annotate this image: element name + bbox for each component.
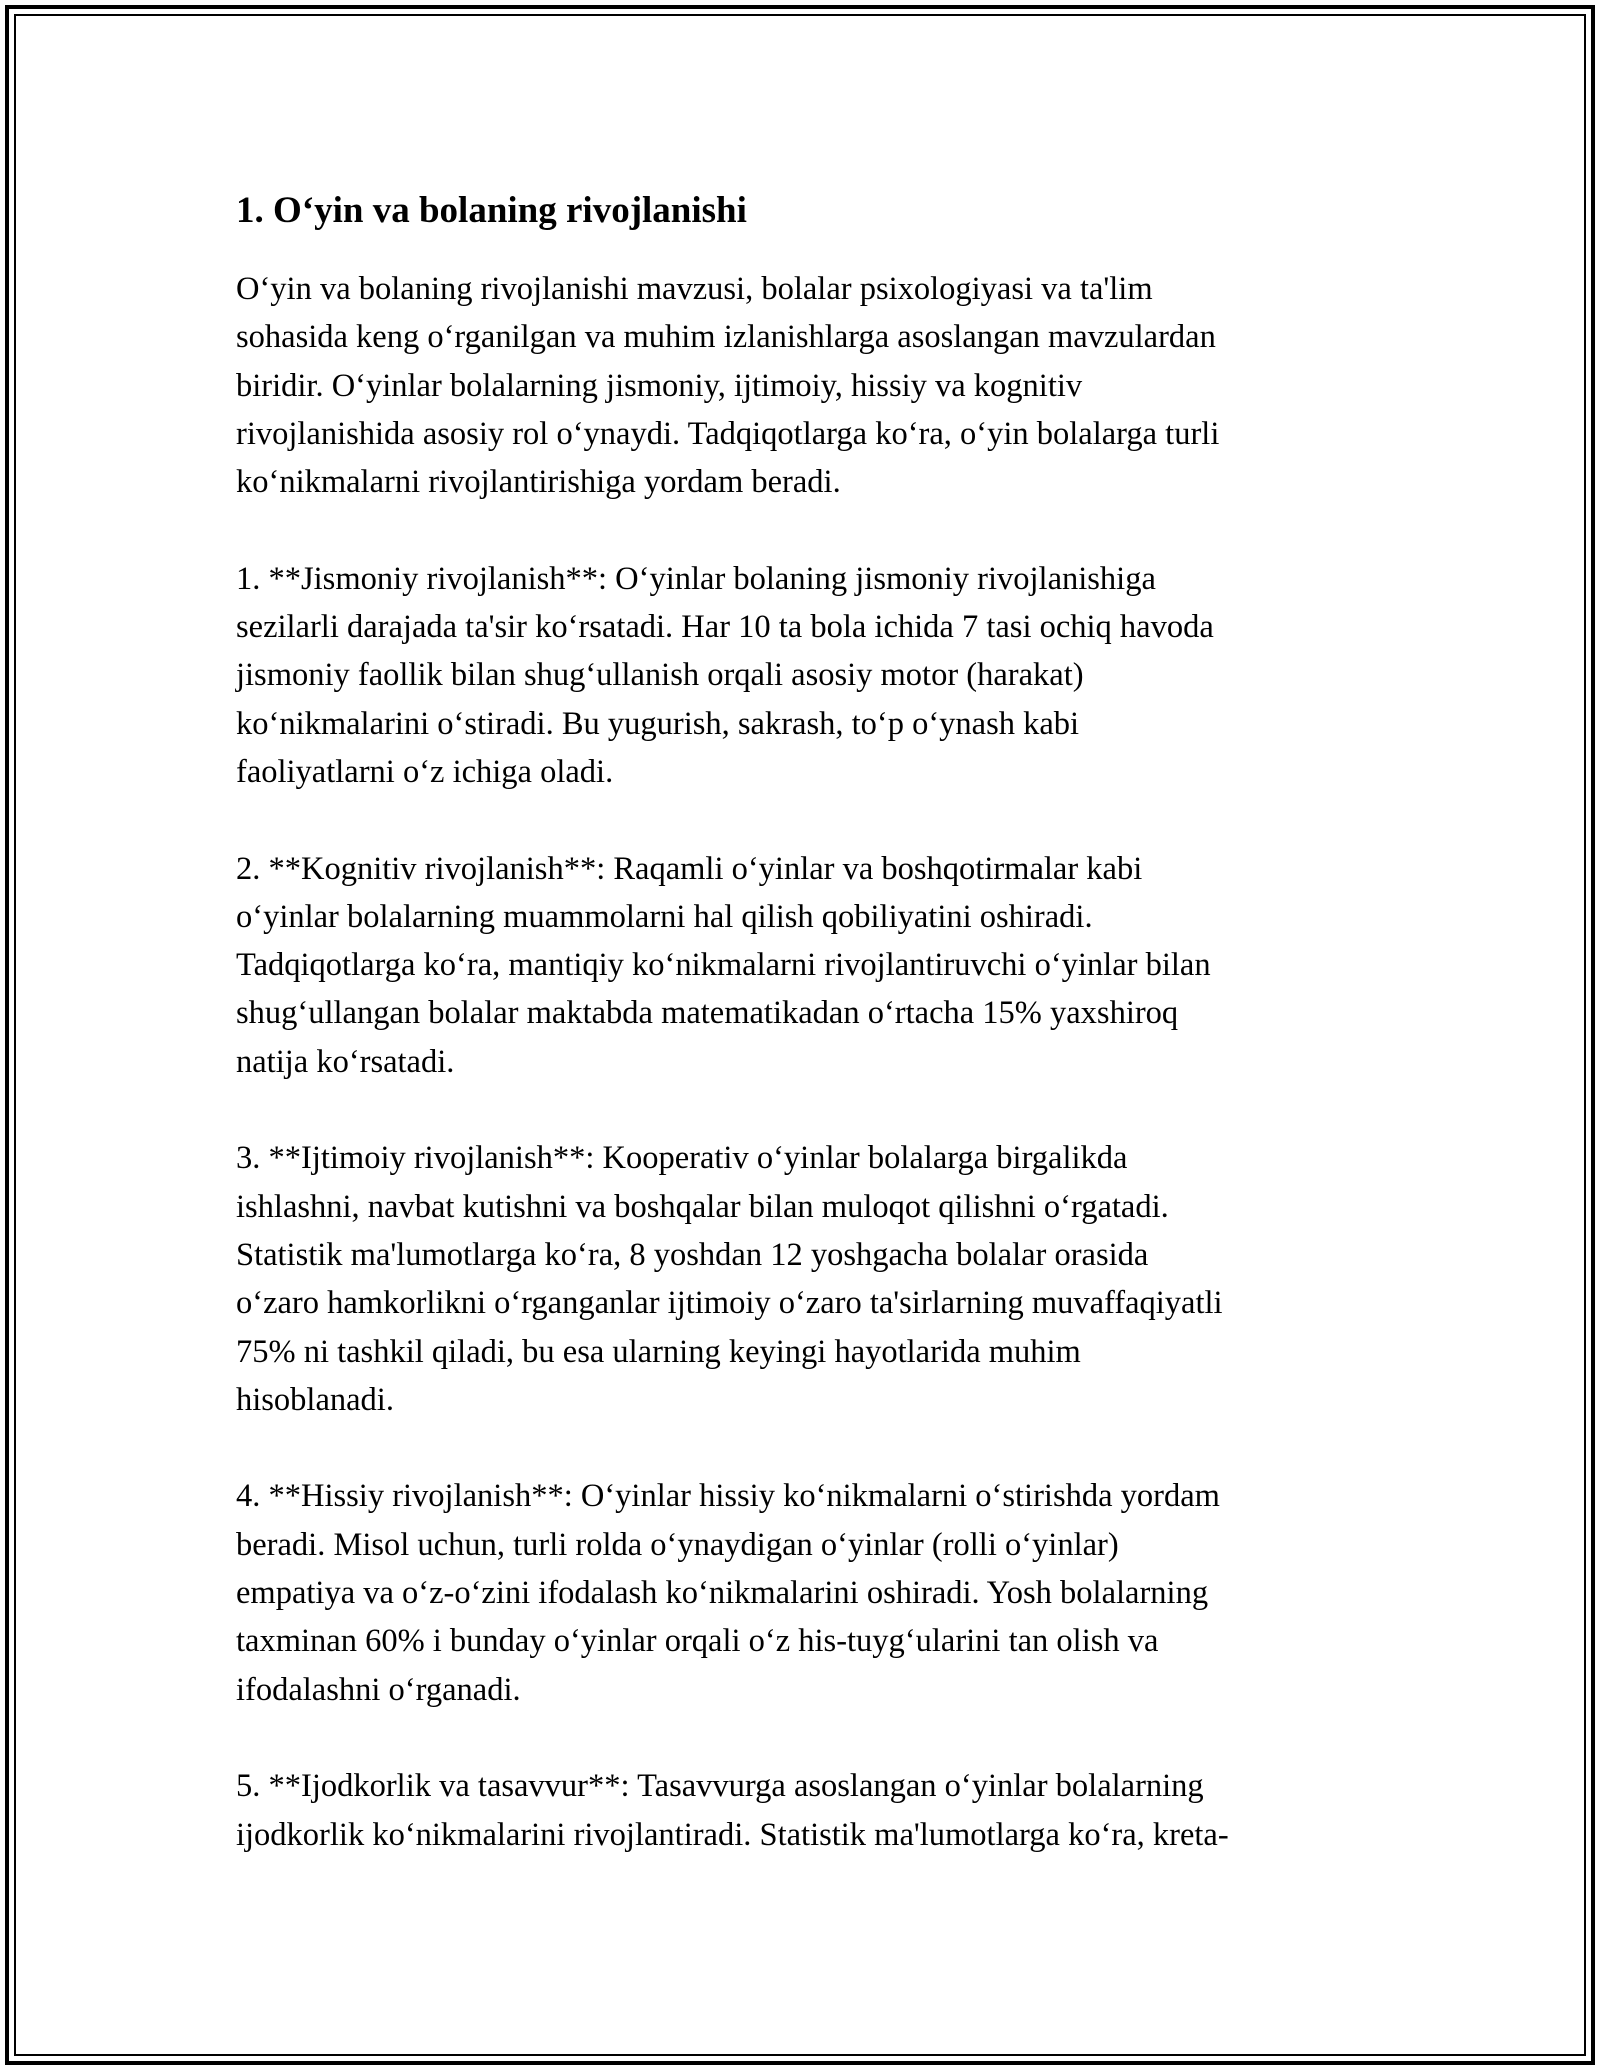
- text-line: 5. **Ijodkorlik va tasavvur**: Tasavvurga asoslangan o‘yinlar bolalarning: [236, 1768, 1204, 1805]
- paragraph-list: [236, 265, 1366, 1859]
- text-line: Tadqiqotlarga ko‘ra, mantiqiy ko‘nikmalarni rivojlantiruvchi o‘yinlar bilan: [236, 947, 1211, 984]
- text-line: natija ko‘rsatadi.: [236, 1043, 455, 1080]
- text-line: ifodalashni o‘rganadi.: [236, 1671, 521, 1708]
- text-line: rivojlanishida asosiy rol o‘ynaydi. Tadqiqotlarga ko‘ra, o‘yin bolalarga turli: [236, 415, 1220, 452]
- text-line: Statistik ma'lumotlarga ko‘ra, 8 yoshdan 12 yoshgacha bolalar orasida: [236, 1236, 1149, 1273]
- text-line: ko‘nikmalarni rivojlantirishiga yordam beradi.: [236, 464, 841, 501]
- text-line: shug‘ullangan bolalar maktabda matematikadan o‘rtacha 15% yaxshiroq: [236, 995, 1179, 1032]
- text-line: empatiya va o‘z-o‘zini ifodalash ko‘nikmalarini oshiradi. Yosh bolalarning: [236, 1575, 1209, 1612]
- document-body: [236, 187, 1366, 1907]
- text-line: 2. **Kognitiv rivojlanish**: Raqamli o‘yinlar va boshqotirmalar kabi: [236, 850, 1143, 887]
- text-line: ko‘nikmalarini o‘stiradi. Bu yugurish, sakrash, to‘p o‘ynash kabi: [236, 705, 1080, 742]
- paragraph: [236, 265, 1366, 506]
- text-line: taxminan 60% i bunday o‘yinlar orqali o‘z his-tuyg‘ularini tan olish va: [236, 1623, 1159, 1660]
- paragraph: [236, 1472, 1366, 1713]
- text-line: beradi. Misol uchun, turli rolda o‘ynaydigan o‘yinlar (rolli o‘yinlar): [236, 1526, 1119, 1563]
- text-line: biridir. O‘yinlar bolalarning jismoniy, ijtimoiy, hissiy va kognitiv: [236, 367, 1083, 404]
- text-line: o‘zaro hamkorlikni o‘rganganlar ijtimoiy o‘zaro ta'sirlarning muvaffaqiyatli: [236, 1285, 1223, 1322]
- text-line: 4. **Hissiy rivojlanish**: O‘yinlar hissiy ko‘nikmalarni o‘stirishda yordam: [236, 1478, 1220, 1515]
- text-line: ijodkorlik ko‘nikmalarini rivojlantiradi. Statistik ma'lumotlarga ko‘ra, kreta-: [236, 1816, 1229, 1853]
- text-line: ishlashni, navbat kutishni va boshqalar bilan muloqot qilishni o‘rgatadi.: [236, 1188, 1169, 1225]
- paragraph: [236, 555, 1366, 796]
- paragraph: [236, 1762, 1366, 1859]
- text-line: o‘yinlar bolalarning muammolarni hal qilish qobiliyatini oshiradi.: [236, 898, 1093, 935]
- text-line: hisoblanadi.: [236, 1381, 394, 1418]
- text-line: faoliyatlarni o‘z ichiga oladi.: [236, 753, 614, 790]
- paragraph: [236, 1134, 1366, 1424]
- text-line: 3. **Ijtimoiy rivojlanish**: Kooperativ o‘yinlar bolalarga birgalikda: [236, 1140, 1128, 1177]
- text-line: 75% ni tashkil qiladi, bu esa ularning keyingi hayotlarida muhim: [236, 1333, 1081, 1370]
- text-line: sezilarli darajada ta'sir ko‘rsatadi. Har 10 ta bola ichida 7 tasi ochiq havoda: [236, 609, 1214, 646]
- text-line: sohasida keng o‘rganilgan va muhim izlanishlarga asoslangan mavzulardan: [236, 319, 1216, 356]
- paragraph: [236, 845, 1366, 1086]
- text-line: 1. **Jismoniy rivojlanish**: O‘yinlar bolaning jismoniy rivojlanishiga: [236, 560, 1156, 597]
- text-line: O‘yin va bolaning rivojlanishi mavzusi, bolalar psixologiyasi va ta'lim: [236, 271, 1153, 307]
- section-title: 1. O‘yin va bolaning rivojlanishi: [236, 190, 747, 231]
- text-line: jismoniy faollik bilan shug‘ullanish orqali asosiy motor (harakat): [236, 657, 1084, 694]
